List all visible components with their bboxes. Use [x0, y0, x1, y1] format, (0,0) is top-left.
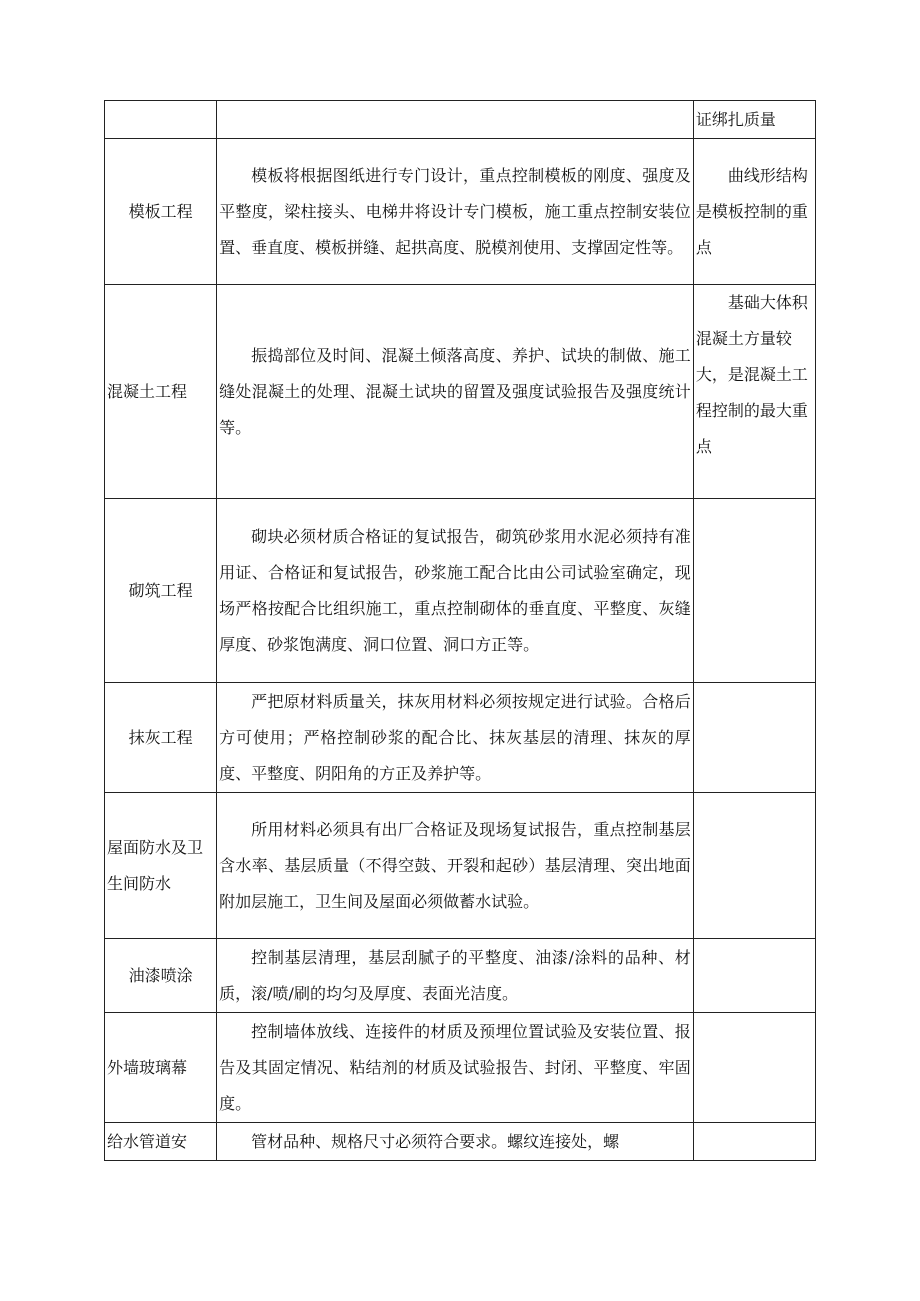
quality-control-table: [104, 100, 816, 1161]
table-row: [105, 139, 816, 285]
item-cell: 砌筑工程: [105, 499, 217, 683]
note-cell: [693, 139, 815, 285]
description-cell: [217, 1013, 694, 1123]
note-cell: [693, 285, 815, 499]
note-text: 基础大体积混凝土方量较大，是混凝土工程控制的最大重点: [695, 293, 808, 456]
item-cell: 抹灰工程: [105, 683, 217, 793]
description-cell: [217, 101, 694, 139]
description-cell: [217, 939, 694, 1013]
item-cell: [105, 101, 217, 139]
description-text: 模板将根据图纸进行专门设计，重点控制模板的刚度、强度及平整度，梁柱接头、电梯井将设计专门模板，施工重点控制安装位置、垂直度、模板拼缝、起拱高度、脱模剂使用、支撑固定性等。: [219, 165, 691, 257]
item-cell: 给水管道安: [105, 1123, 217, 1161]
description-cell: [217, 285, 694, 499]
item-cell: 外墙玻璃幕: [105, 1013, 217, 1123]
description-cell: [217, 1123, 694, 1161]
note-cell: [693, 939, 815, 1013]
description-cell: [217, 499, 694, 683]
description-text: 控制基层清理，基层刮腻子的平整度、油漆/涂料的品种、材质，滚/喷/刷的均匀及厚度、表面光洁度。: [219, 947, 691, 1003]
description-cell: [217, 139, 694, 285]
item-cell: 模板工程: [105, 139, 217, 285]
table-row: [105, 793, 816, 939]
table-row: [105, 1013, 816, 1123]
note-cell: [693, 1013, 815, 1123]
table-row: [105, 101, 816, 139]
table-row: [105, 499, 816, 683]
note-cell: [693, 499, 815, 683]
description-text: 所用材料必须具有出厂合格证及现场复试报告，重点控制基层含水率、基层质量（不得空鼓、开裂和起砂）基层清理、突出地面附加层施工，卫生间及屋面必须做蓄水试验。: [219, 819, 691, 911]
item-cell: 混凝土工程: [105, 285, 217, 499]
description-cell: [217, 793, 694, 939]
description-text: 严把原材料质量关，抹灰用材料必须按规定进行试验。合格后方可使用；严格控制砂浆的配合比、抹灰基层的清理、抹灰的厚度、平整度、阴阳角的方正及养护等。: [219, 691, 691, 783]
table-row: [105, 285, 816, 499]
item-cell: 油漆喷涂: [105, 939, 217, 1013]
note-cell: [693, 683, 815, 793]
description-text: 控制墙体放线、连接件的材质及预埋位置试验及安装位置、报告及其固定情况、粘结剂的材质及试验报告、封闭、平整度、牢固度。: [219, 1021, 691, 1113]
description-text: 振捣部位及时间、混凝土倾落高度、养护、试块的制做、施工缝处混凝土的处理、混凝土试块的留置及强度试验报告及强度统计等。: [219, 345, 691, 437]
note-cell: [693, 793, 815, 939]
table-row: [105, 1123, 816, 1161]
description-text: 管材品种、规格尺寸必须符合要求。螺纹连接处，螺: [251, 1131, 620, 1151]
table-row: [105, 939, 816, 1013]
note-text: 曲线形结构是模板控制的重点: [695, 165, 808, 257]
description-text: 砌块必须材质合格证的复试报告，砌筑砂浆用水泥必须持有准用证、合格证和复试报告，砂浆施工配合比由公司试验室确定，现场严格按配合比组织施工，重点控制砌体的垂直度、平整度、灰缝厚度、砂浆饱满度、洞口位置、洞口方正等。: [219, 526, 691, 654]
note-cell: 证绑扎质量: [693, 101, 815, 139]
table-row: [105, 683, 816, 793]
description-cell: [217, 683, 694, 793]
item-cell: 屋面防水及卫生间防水: [105, 793, 217, 939]
note-cell: [693, 1123, 815, 1161]
